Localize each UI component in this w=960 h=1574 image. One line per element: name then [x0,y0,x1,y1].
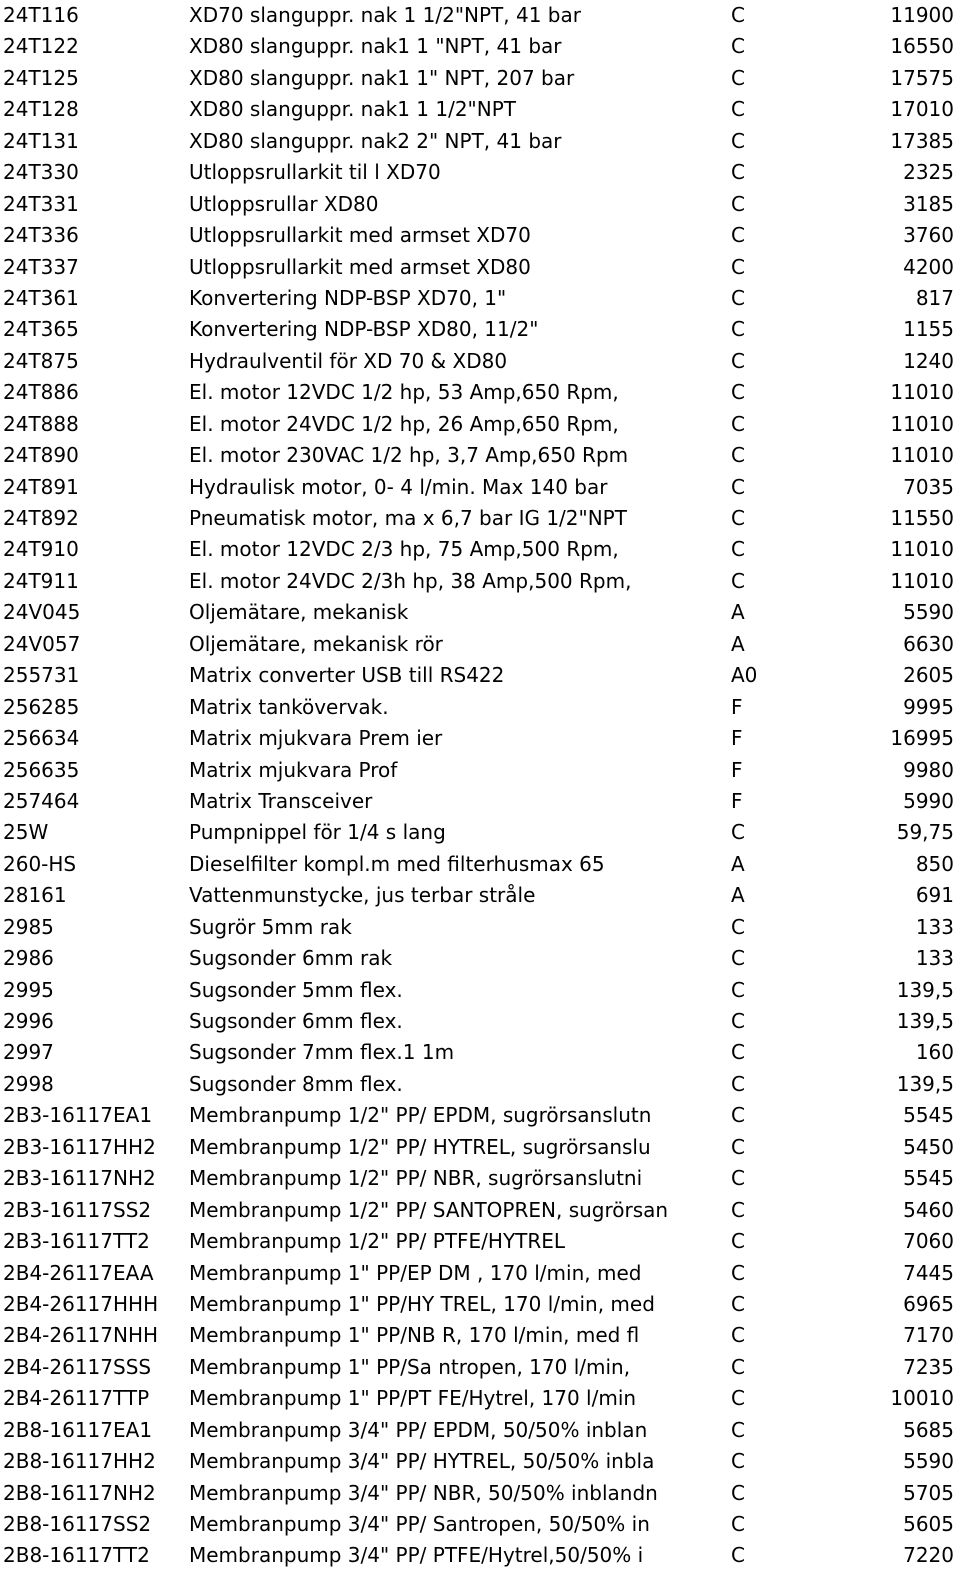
item-code: 2B4-26117TTP [3,1386,150,1411]
table-row [0,1446,960,1477]
item-description: Sugsonder 6mm flex. [189,1009,403,1033]
item-code: 24T122 [3,34,79,59]
item-category: C [731,1103,745,1128]
item-category: C [731,946,745,971]
item-description: Vattenmunstycke, jus terbar stråle [189,883,536,908]
item-code: 2995 [3,977,54,1002]
item-description: Sugsonder 6mm rak [189,946,393,971]
item-category: C [731,1009,745,1033]
item-price: 11010 [890,568,954,593]
item-price: 5590 [903,1449,954,1474]
item-price: 1155 [903,317,954,342]
item-price: 2605 [903,663,954,688]
item-price: 5450 [903,1134,954,1159]
item-price: 691 [915,883,954,908]
item-description: XD70 slanguppr. nak 1 1/2"NPT, 41 bar [189,3,581,27]
item-description: Matrix Transceiver [189,788,373,813]
table-row [0,786,960,817]
item-category: C [731,317,745,342]
item-price: 160 [915,1040,954,1065]
item-description: Matrix mjukvara Prem ier [189,726,443,751]
item-category: C [731,1040,745,1065]
table-row [0,566,960,597]
item-description: Utloppsrullarkit med armset XD80 [189,254,531,279]
item-category: C [731,34,745,59]
item-code: 24T125 [3,65,79,90]
item-description: Utloppsrullar XD80 [189,191,379,216]
item-description: Pumpnippel för 1/4 s lang [189,820,446,845]
item-description: Membranpump 1" PP/EP DM , 170 l/min, med [189,1260,642,1285]
item-description: Membranpump 3/4" PP/ EPDM, 50/50% inblan [189,1417,648,1442]
item-description: Utloppsrullarkit til l XD70 [189,160,441,185]
item-description: XD80 slanguppr. nak1 1" NPT, 207 bar [189,65,575,90]
item-code: 24T888 [3,411,79,436]
item-category: C [731,1480,745,1505]
item-description: Dieselfilter kompl.m med filterhusmax 65 [189,851,605,876]
table-row [0,220,960,251]
item-price: 7170 [903,1323,954,1348]
table-row [0,943,960,974]
item-category: C [731,65,745,90]
item-description: Membranpump 1" PP/PT FE/Hytrel, 170 l/min [189,1386,637,1411]
table-row [0,472,960,503]
item-code: 260-HS [3,851,77,876]
item-description: El. motor 12VDC 2/3 hp, 75 Amp,500 Rpm, [189,537,619,562]
table-row [0,1037,960,1068]
item-code: 2B4-26117EAA [3,1260,154,1285]
item-price: 16550 [890,34,954,59]
item-price: 139,5 [896,1009,954,1033]
item-category: A [731,883,745,908]
item-code: 24T365 [3,317,79,342]
table-row [0,660,960,691]
table-row [0,1163,960,1194]
item-code: 255731 [3,663,80,688]
item-category: C [731,348,745,373]
item-category: C [731,254,745,279]
item-price: 7445 [903,1260,954,1285]
table-row [0,597,960,628]
table-row [0,629,960,660]
item-price: 11010 [890,537,954,562]
item-code: 2B8-16117TT2 [3,1543,150,1568]
item-category: F [731,788,743,813]
item-code: 2996 [3,1009,54,1033]
table-row [0,692,960,723]
item-code: 2998 [3,1071,54,1096]
item-code: 24T890 [3,443,79,468]
item-description: Membranpump 1/2" PP/ SANTOPREN, sugrörsan [189,1197,669,1222]
table-row [0,1069,960,1100]
item-description: Utloppsrullarkit med armset XD70 [189,223,531,248]
table-row [0,1132,960,1163]
item-description: Konvertering NDP-BSP XD80, 11/2" [189,317,539,342]
table-row [0,1195,960,1226]
table-row [0,94,960,125]
item-category: C [731,97,745,122]
item-code: 24T892 [3,506,79,530]
table-row [0,126,960,157]
table-row [0,440,960,471]
item-code: 24T875 [3,348,79,373]
item-description: XD80 slanguppr. nak1 1 "NPT, 41 bar [189,34,562,59]
item-category: C [731,1291,745,1316]
table-row [0,975,960,1006]
table-row [0,755,960,786]
item-price: 9980 [903,757,954,782]
item-category: C [731,1071,745,1096]
item-price: 850 [915,851,954,876]
item-category: C [731,1134,745,1159]
item-description: El. motor 24VDC 1/2 hp, 26 Amp,650 Rpm, [189,411,619,436]
item-price: 5685 [903,1417,954,1442]
table-row [0,1289,960,1320]
item-code: 28161 [3,883,67,908]
table-row [0,817,960,848]
item-price: 5990 [903,788,954,813]
item-category: C [731,1543,745,1568]
item-category: C [731,1512,745,1536]
item-code: 256635 [3,757,80,782]
table-row [0,1258,960,1289]
item-code: 2985 [3,914,54,939]
item-description: El. motor 230VAC 1/2 hp, 3,7 Amp,650 Rpm [189,443,629,468]
item-code: 257464 [3,788,80,813]
item-category: C [731,1417,745,1442]
item-price: 11550 [890,506,954,530]
item-category: C [731,537,745,562]
item-description: Matrix tankövervak. [189,694,389,719]
item-code: 2B4-26117HHH [3,1291,159,1316]
table-row [0,409,960,440]
item-code: 2997 [3,1040,54,1065]
item-description: Oljemätare, mekanisk rör [189,631,443,656]
item-category: C [731,1449,745,1474]
item-category: A [731,851,745,876]
item-description: Sugrör 5mm rak [189,914,352,939]
item-description: Membranpump 1" PP/HY TREL, 170 l/min, med [189,1291,655,1316]
item-price: 133 [915,914,954,939]
item-code: 2B3-16117SS2 [3,1197,152,1222]
item-code: 24T330 [3,160,79,185]
table-row [0,849,960,880]
item-price: 7060 [903,1229,954,1254]
table-row [0,283,960,314]
item-price: 16995 [890,726,954,751]
item-category: F [731,726,743,751]
item-category: C [731,474,745,499]
table-row [0,157,960,188]
item-description: Sugsonder 7mm flex.1 1m [189,1040,455,1065]
item-category: C [731,380,745,405]
item-category: F [731,757,743,782]
item-price: 5545 [903,1103,954,1128]
item-description: Pneumatisk motor, ma x 6,7 bar IG 1/2"NPT [189,506,627,530]
item-description: Oljemätare, mekanisk [189,600,409,625]
item-category: C [731,191,745,216]
item-category: C [731,506,745,530]
item-description: Membranpump 1/2" PP/ EPDM, sugrörsanslutn [189,1103,652,1128]
item-code: 24T131 [3,128,79,153]
item-price: 5590 [903,600,954,625]
item-category: C [731,160,745,185]
item-price: 11010 [890,411,954,436]
item-price: 17385 [890,128,954,153]
item-category: A0 [731,663,758,688]
item-description: Matrix mjukvara Prof [189,757,398,782]
item-category: F [731,694,743,719]
table-row [0,912,960,943]
item-price: 139,5 [896,1071,954,1096]
table-row [0,1540,960,1571]
table-row [0,0,960,31]
item-price: 59,75 [896,820,954,845]
item-description: Sugsonder 5mm flex. [189,977,403,1002]
item-price: 4200 [903,254,954,279]
item-description: Membranpump 1/2" PP/ NBR, sugrörsanslutni [189,1166,643,1191]
item-price: 1240 [903,348,954,373]
item-code: 24T337 [3,254,79,279]
table-row [0,1226,960,1257]
item-price: 7235 [903,1354,954,1379]
item-code: 2B8-16117NH2 [3,1480,156,1505]
item-price: 817 [915,285,954,310]
table-row [0,534,960,565]
item-code: 24T891 [3,474,79,499]
item-code: 2B8-16117EA1 [3,1417,153,1442]
item-price: 17575 [890,65,954,90]
item-price: 11010 [890,443,954,468]
item-price: 2325 [903,160,954,185]
item-code: 256285 [3,694,80,719]
item-category: C [731,128,745,153]
item-price: 3760 [903,223,954,248]
item-description: Membranpump 3/4" PP/ NBR, 50/50% inblandn [189,1480,658,1505]
table-row [0,1352,960,1383]
item-price: 5705 [903,1480,954,1505]
item-category: C [731,1323,745,1348]
item-category: C [731,285,745,310]
item-code: 2986 [3,946,54,971]
table-row [0,189,960,220]
item-description: XD80 slanguppr. nak2 2" NPT, 41 bar [189,128,562,153]
item-price: 5460 [903,1197,954,1222]
item-price: 5605 [903,1512,954,1536]
item-code: 24T128 [3,97,79,122]
item-category: C [731,914,745,939]
item-code: 24V045 [3,600,81,625]
table-row [0,346,960,377]
item-category: C [731,1197,745,1222]
table-row [0,314,960,345]
item-code: 2B3-16117NH2 [3,1166,156,1191]
item-code: 2B8-16117SS2 [3,1512,152,1536]
item-category: A [731,631,745,656]
item-code: 256634 [3,726,80,751]
item-price: 5545 [903,1166,954,1191]
item-description: Membranpump 3/4" PP/ HYTREL, 50/50% inbla [189,1449,655,1474]
item-category: C [731,223,745,248]
item-code: 2B3-16117TT2 [3,1229,150,1254]
item-description: Hydraulisk motor, 0- 4 l/min. Max 140 bar [189,474,608,499]
item-category: C [731,411,745,436]
table-row [0,503,960,534]
item-code: 2B8-16117HH2 [3,1449,156,1474]
item-description: Konvertering NDP-BSP XD70, 1" [189,285,507,310]
item-code: 24T116 [3,3,79,27]
item-code: 2B3-16117EA1 [3,1103,153,1128]
item-code: 24T910 [3,537,79,562]
item-category: C [731,1354,745,1379]
item-category: C [731,1166,745,1191]
item-description: XD80 slanguppr. nak1 1 1/2"NPT [189,97,516,122]
item-description: Membranpump 1/2" PP/ HYTREL, sugrörsanslu [189,1134,651,1159]
item-code: 24V057 [3,631,81,656]
item-description: El. motor 12VDC 1/2 hp, 53 Amp,650 Rpm, [189,380,619,405]
item-price: 3185 [903,191,954,216]
item-code: 24T336 [3,223,79,248]
table-row [0,1478,960,1509]
item-category: C [731,977,745,1002]
item-code: 24T361 [3,285,79,310]
item-code: 25W [3,820,49,845]
item-price: 6965 [903,1291,954,1316]
item-description: Membranpump 1" PP/NB R, 170 l/min, med fl [189,1323,640,1348]
item-category: C [731,1229,745,1254]
item-code: 2B4-26117NHH [3,1323,159,1348]
item-price: 11900 [890,3,954,27]
item-category: C [731,1260,745,1285]
item-price: 17010 [890,97,954,122]
item-code: 2B3-16117HH2 [3,1134,156,1159]
item-description: Membranpump 3/4" PP/ Santropen, 50/50% in [189,1512,650,1536]
item-category: C [731,820,745,845]
table-row [0,31,960,62]
item-description: Sugsonder 8mm flex. [189,1071,403,1096]
item-code: 2B4-26117SSS [3,1354,152,1379]
item-code: 24T331 [3,191,79,216]
item-category: A [731,600,745,625]
item-price: 139,5 [896,977,954,1002]
item-description: Matrix converter USB till RS422 [189,663,505,688]
item-price: 133 [915,946,954,971]
item-price: 7220 [903,1543,954,1568]
item-description: Hydraulventil för XD 70 & XD80 [189,348,508,373]
item-price: 6630 [903,631,954,656]
item-price: 7035 [903,474,954,499]
item-price: 11010 [890,380,954,405]
item-category: C [731,443,745,468]
item-category: C [731,3,745,27]
item-description: Membranpump 1/2" PP/ PTFE/HYTREL [189,1229,566,1254]
item-code: 24T911 [3,568,79,593]
table-row [0,1509,960,1540]
table-row [0,1100,960,1131]
table-row [0,1415,960,1446]
table-row [0,723,960,754]
table-row [0,1383,960,1414]
item-price: 9995 [903,694,954,719]
item-description: Membranpump 3/4" PP/ PTFE/Hytrel,50/50% i [189,1543,644,1568]
table-row [0,1320,960,1351]
item-category: C [731,568,745,593]
table-row [0,63,960,94]
item-category: C [731,1386,745,1411]
table-row [0,1006,960,1037]
item-price: 10010 [890,1386,954,1411]
item-description: El. motor 24VDC 2/3h hp, 38 Amp,500 Rpm, [189,568,632,593]
item-code: 24T886 [3,380,79,405]
table-row [0,252,960,283]
item-description: Membranpump 1" PP/Sa ntropen, 170 l/min, [189,1354,631,1379]
table-row [0,880,960,911]
table-row [0,377,960,408]
